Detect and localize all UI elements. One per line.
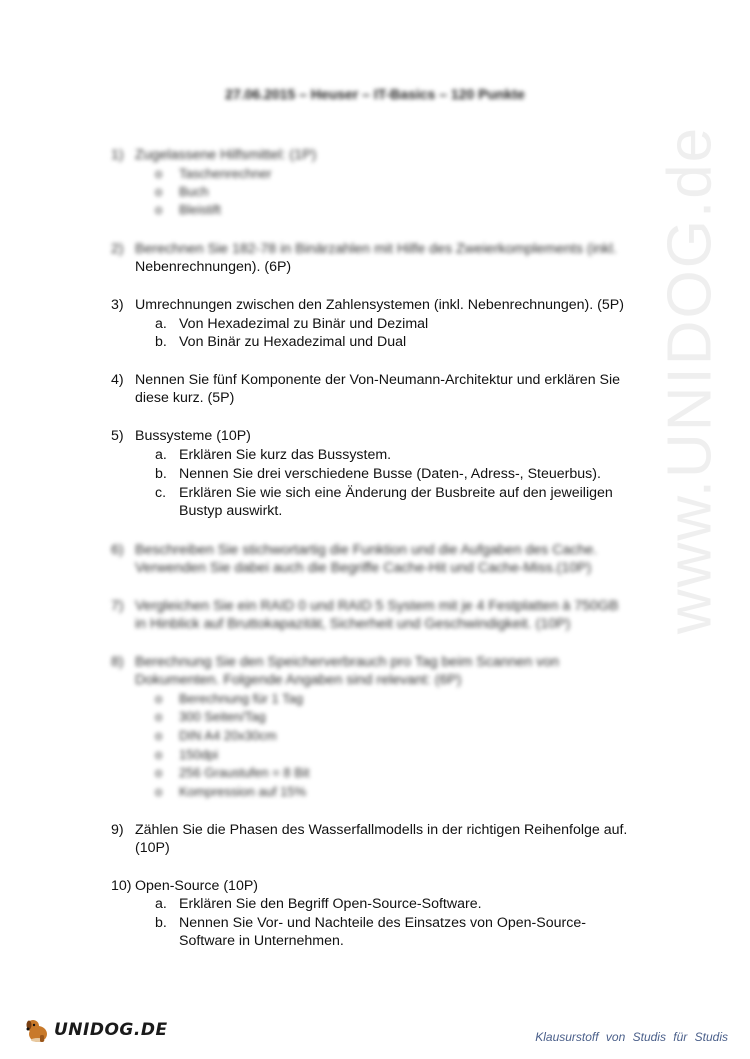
logo-text: UNIDOG.DE	[54, 1020, 168, 1040]
footer-slogan: Klausurstoff von Studis für Studis	[535, 1030, 728, 1044]
question-8-line-2: Dokumenten. Folgende Angaben sind relevant: (6P)	[135, 672, 462, 688]
question-9-line-2: (10P)	[135, 840, 170, 856]
question-8-bullet-2: o 300 Seiten/Tag	[155, 709, 266, 724]
dog-icon	[22, 1015, 52, 1045]
exam-title: 27.06.2015 – Heuser – IT-Basics – 120 Punkte	[225, 86, 525, 102]
question-8: 8) Berechnung Sie den Speicherverbrauch pro Tag beim Scannen von	[111, 654, 560, 670]
question-5-sub-a: a. Erklären Sie kurz das Bussystem.	[155, 447, 392, 463]
question-5-sub-c-line-2: Bustyp auswirkt.	[179, 503, 283, 519]
question-6: 6) Beschreiben Sie stichwortartig die Funktion und die Aufgaben des Cache.	[111, 542, 598, 558]
question-3-sub-b: b. Von Binär zu Hexadezimal und Dual	[155, 334, 407, 350]
question-10-sub-b-line-2: Software in Unternehmen.	[179, 933, 344, 949]
question-3-sub-a: a. Von Hexadezimal zu Binär und Dezimal	[155, 316, 429, 332]
watermark-text: www.UNIDOG.de	[655, 125, 725, 635]
question-1-bullet-3: o Bleistift	[155, 202, 221, 217]
question-1-bullet-2: o Buch	[155, 184, 209, 199]
question-8-bullet-5: o 256 Graustufen = 8 Bit	[155, 765, 310, 780]
question-2: 2) Berechnen Sie 182-78 in Binärzahlen mit Hilfe des Zweierkomplements (inkl.	[111, 241, 617, 257]
question-8-bullet-4: o 150dpi	[155, 747, 219, 762]
question-5: 5) Bussysteme (10P)	[111, 428, 251, 444]
question-1-bullet-1: o Taschenrechner	[155, 166, 272, 181]
question-2-line-2: Nebenrechnungen). (6P)	[135, 259, 292, 275]
question-9: 9) Zählen Sie die Phasen des Wasserfallmodells in der richtigen Reihenfolge auf.	[111, 822, 628, 838]
question-7: 7) Vergleichen Sie ein RAID 0 und RAID 5 System mit je 4 Festplatten à 750GB	[111, 598, 619, 614]
question-10-sub-a: a. Erklären Sie den Begriff Open-Source-Software.	[155, 896, 482, 912]
question-8-bullet-3: o DIN A4 20x30cm	[155, 728, 277, 743]
question-4-line-2: diese kurz. (5P)	[135, 390, 235, 406]
unidog-logo[interactable]	[22, 1015, 168, 1045]
question-5-sub-c: c. Erklären Sie wie sich eine Änderung der Busbreite auf den jeweiligen	[155, 485, 613, 501]
question-4: 4) Nennen Sie fünf Komponente der Von-Neumann-Architektur und erklären Sie	[111, 372, 621, 388]
question-8-bullet-1: o Berechnung für 1 Tag	[155, 691, 304, 706]
question-7-line-2: in Hinblick auf Bruttokapazität, Sicherheit und Geschwindigkeit. (10P)	[135, 616, 571, 632]
question-8-bullet-6: o Kompression auf 15%	[155, 784, 307, 799]
question-1: 1) Zugelassene Hilfsmittel: (1P)	[111, 147, 317, 163]
question-3: 3) Umrechnungen zwischen den Zahlensystemen (inkl. Nebenrechnungen). (5P)	[111, 297, 624, 313]
question-10: 10) Open-Source (10P)	[111, 878, 259, 894]
question-5-sub-b: b. Nennen Sie drei verschiedene Busse (Daten-, Adress-, Steuerbus).	[155, 466, 601, 482]
question-10-sub-b: b. Nennen Sie Vor- und Nachteile des Einsatzes von Open-Source-	[155, 915, 586, 931]
question-6-line-2: Verwenden Sie dabei auch die Begriffe Cache-Hit und Cache-Miss.(10P)	[135, 560, 592, 576]
